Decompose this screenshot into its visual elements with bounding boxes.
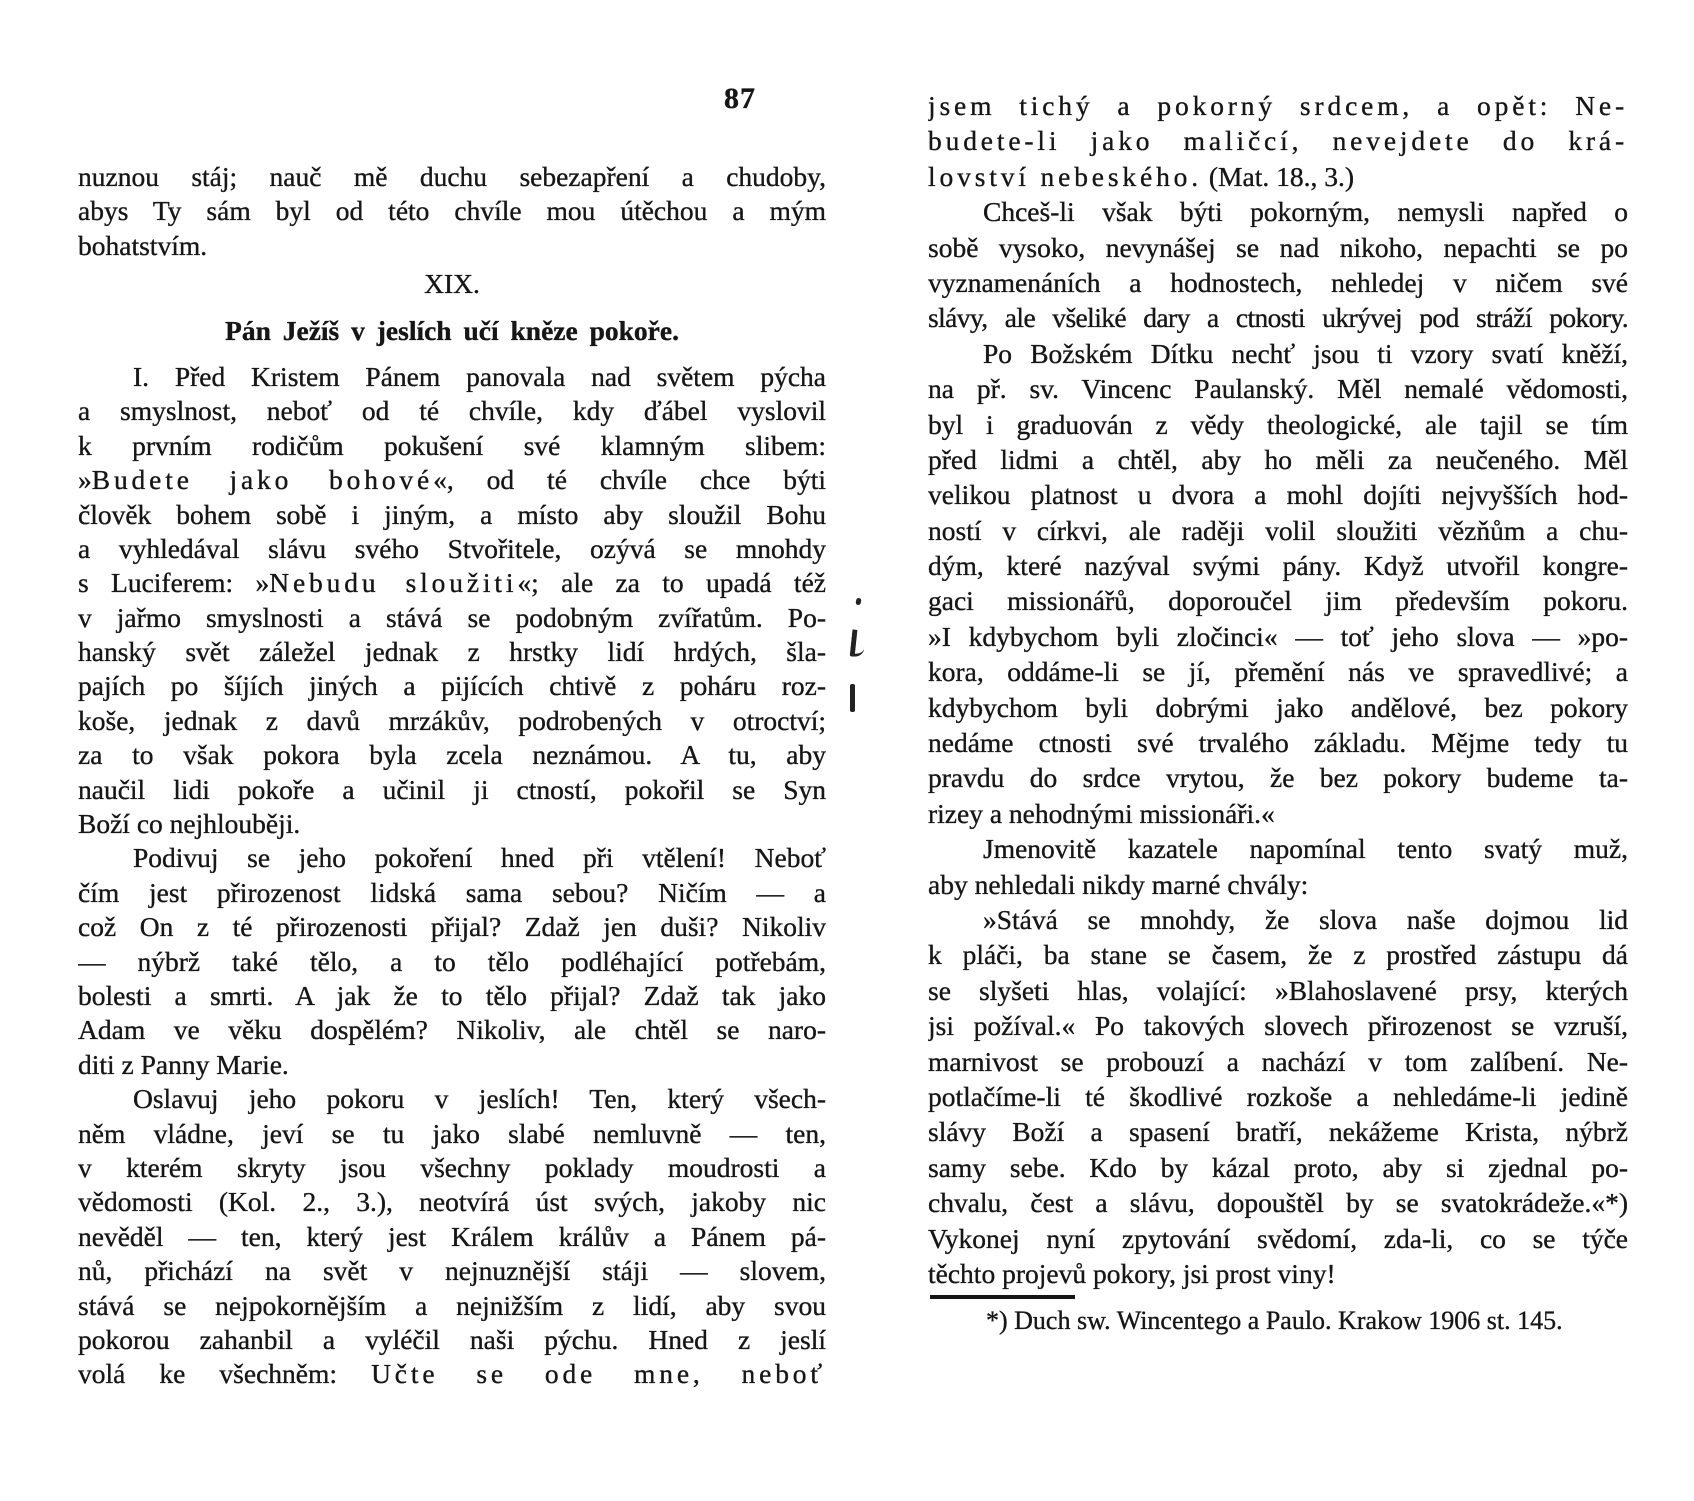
text-line — [928, 477, 1628, 512]
text-line — [78, 910, 826, 944]
text-line — [78, 1220, 826, 1254]
text-segment: slávy, ale všeliké dary a ctnosti ukrývej pod stráží pokory. — [928, 302, 1628, 334]
text-line — [78, 160, 826, 194]
text-segment: koše, jednak z davů mrzákův, podrobených v otroctví; — [78, 704, 826, 736]
text-line — [78, 1185, 826, 1219]
footnote-rule — [930, 1295, 1075, 1299]
text-segment: — nýbrž také tělo, a to tělo podléhající potřebám, — [78, 945, 826, 977]
text-line — [928, 159, 1628, 194]
text-segment: volá ke všechněm: — [78, 1358, 372, 1390]
text-line — [78, 498, 826, 532]
ink-smudge — [850, 684, 855, 712]
page-number: 87 — [724, 82, 756, 115]
text-segment: k prvním rodičům pokušení své klamným slibem: — [78, 429, 826, 461]
letterspaced-text: lovství nebeského. — [928, 160, 1202, 192]
text-line — [78, 635, 826, 669]
text-segment: hanský svět záležel jednak z hrstky lidí hrdých, šla- — [78, 636, 826, 668]
text-segment: abys Ty sám byl od této chvíle mou útěchou a mým — [78, 195, 826, 227]
letterspaced-text: budete-li jako maličcí, nevejdete do krá- — [928, 125, 1628, 157]
text-segment: pravdu do srdce vrytou, že bez pokory budeme ta- — [928, 762, 1628, 794]
text-line — [78, 669, 826, 703]
text-segment: na př. sv. Vincenc Paulanský. Měl nemalé vědomosti, — [928, 373, 1628, 405]
text-segment: nedáme ctnosti své trvalého základu. Mějme tedy tu — [928, 727, 1628, 759]
text-segment: těchto projevů pokory, jsi prost viny! — [928, 1257, 1336, 1289]
text-segment: samy sebe. Kdo by kázal proto, aby si zjednal po- — [928, 1151, 1628, 1183]
text-segment: Vykonej nyní zpytování svědomí, zda-li, co se týče — [928, 1222, 1628, 1254]
text-segment: Jmenovitě kazatele napomínal tento svatý muž, — [983, 833, 1628, 865]
text-line — [928, 300, 1628, 335]
text-line — [928, 902, 1628, 937]
text-segment: a smyslnost, neboť od té chvíle, kdy ďábel vyslovil — [78, 395, 826, 427]
text-line — [928, 1114, 1628, 1149]
ink-smudge — [850, 629, 867, 657]
text-line — [78, 394, 826, 428]
text-line — [78, 194, 826, 228]
text-line — [78, 532, 826, 566]
text-segment: jsi požíval.« Po takových slovech přirozenost se vzruší, — [928, 1010, 1628, 1042]
text-segment: ností v církvi, ale raději volil sloužiti vězňům a chu- — [928, 514, 1628, 546]
text-segment: v jařmo smyslnosti a stává se podobným zvířatům. Po- — [78, 601, 826, 633]
text-segment: nuznou stáj; nauč mě duchu sebezapření a chudoby, — [78, 161, 826, 192]
text-line — [928, 937, 1628, 972]
right-column-lines — [928, 88, 1628, 1291]
letterspaced-text: Budete jako bohové — [91, 464, 434, 496]
text-line — [78, 876, 826, 910]
text-segment: k pláči, ba stane se časem, že z prostřed zástupu dá — [928, 939, 1628, 971]
text-line — [928, 407, 1628, 442]
text-segment: velikou platnost u dvora a mohl dojíti nejvyšších hod- — [928, 479, 1628, 511]
text-segment: za to však pokora byla zcela neznámou. A tu, aby — [78, 739, 826, 771]
text-segment: »I kdybychom byli zločinci« — toť jeho slova — »po- — [928, 620, 1628, 652]
text-line — [928, 796, 1628, 831]
footnote: *) Duch sw. Wincentego a Paulo. Krakow 1906 st. 145. — [986, 1306, 1563, 1336]
text-segment: v kterém skryty jsou všechny poklady moudrosti a — [78, 1151, 826, 1183]
text-line — [78, 841, 826, 875]
text-line — [78, 1289, 826, 1323]
text-segment: vědomosti (Kol. 2., 3.), neotvírá úst svých, jakoby nic — [78, 1186, 826, 1218]
text-line — [78, 360, 826, 394]
text-line — [928, 973, 1628, 1008]
text-segment: kora, oddáme-li se jí, přemění nás ve spravedlivé; a — [928, 656, 1628, 688]
text-line — [928, 619, 1628, 654]
text-line — [928, 583, 1628, 618]
text-segment: nů, přichází na svět v nejnuznější stáji — slovem, — [78, 1255, 826, 1287]
text-segment: což On z té přirozenosti přijal? Zdaž jen duši? Nikoliv — [78, 911, 826, 943]
text-segment: Boží co nejhlouběji. — [78, 808, 301, 840]
text-segment: pajích po šíjích jiných a pijících chtivě z poháru roz- — [78, 670, 826, 702]
text-segment: Podivuj se jeho pokoření hned při vtělení! Neboť — [133, 842, 826, 874]
text-line — [78, 1323, 826, 1357]
text-segment: něm vládne, jeví se tu jako slabé nemluvně — ten, — [78, 1117, 826, 1149]
text-segment: čím jest přirozenost lidská sama sebou? Ničím — a — [78, 876, 826, 908]
text-line — [928, 867, 1628, 902]
text-segment: naučil lidi pokoře a učinil ji ctností, pokořil se Syn — [78, 773, 826, 805]
text-line — [928, 194, 1628, 229]
text-segment: Pán Ježíš v jeslích učí kněze pokoře. — [225, 314, 679, 346]
left-page-text-column — [78, 160, 826, 1392]
text-line — [78, 1357, 826, 1391]
text-segment: rizey a nehodnými missionáři.« — [928, 797, 1275, 829]
text-segment: člověk bohem sobě i jiným, a místo aby sloužil Bohu — [78, 498, 826, 530]
text-line — [78, 429, 826, 463]
text-segment: gaci missionářů, doporoučel jim především pokoru. — [928, 585, 1628, 617]
text-line — [928, 690, 1628, 725]
text-line — [928, 442, 1628, 477]
text-segment: se slyšeti hlas, volající: »Blahoslavené prsy, kterých — [928, 974, 1628, 1006]
text-segment: diti z Panny Marie. — [78, 1048, 289, 1080]
text-line — [78, 1117, 826, 1151]
text-line — [928, 513, 1628, 548]
text-line — [928, 230, 1628, 265]
text-line — [928, 371, 1628, 406]
text-line — [78, 463, 826, 497]
text-line — [928, 548, 1628, 583]
text-line — [78, 566, 826, 600]
letterspaced-text: Učte se ode mne, neboť — [371, 1358, 826, 1390]
text-segment: «, od té chvíle chce býti — [433, 464, 826, 496]
text-line — [928, 265, 1628, 300]
text-line — [928, 1079, 1628, 1114]
text-line — [78, 1254, 826, 1288]
text-segment: slávy Boží a spasení bratří, nekážeme Krista, nýbrž — [928, 1116, 1628, 1148]
text-line — [928, 1008, 1628, 1043]
text-segment: (Mat. 18., 3.) — [1202, 160, 1354, 192]
text-segment: kdybychom byli dobrými jako andělové, bez pokory — [928, 691, 1628, 723]
text-line — [78, 704, 826, 738]
text-segment: Chceš-li však býti pokorným, nemysli napřed o — [983, 196, 1628, 228]
text-segment: s Luciferem: » — [78, 567, 270, 599]
text-line — [78, 979, 826, 1013]
text-segment: pokorou zahanbil a vyléčil naši pýchu. Hned z jeslí — [78, 1323, 826, 1355]
text-segment: I. Před Kristem Pánem panovala nad světem pýcha — [133, 360, 826, 392]
text-segment: Adam ve věku dospělém? Nikoliv, ale chtěl se naro- — [78, 1014, 826, 1046]
right-page-text-column — [928, 88, 1628, 1336]
letterspaced-text: Nebudu sloužiti — [269, 567, 518, 599]
text-line — [78, 1013, 826, 1047]
chapter-number — [78, 267, 826, 301]
text-segment: XIX. — [424, 268, 480, 300]
text-segment: byl i graduován z vědy theologické, ale tajil se tím — [928, 408, 1628, 440]
text-line — [78, 229, 826, 263]
text-line — [928, 831, 1628, 866]
text-line — [928, 1150, 1628, 1185]
text-segment: » — [78, 464, 92, 496]
text-line — [928, 760, 1628, 795]
text-segment: stává se nejpokornějším a nejnižším z lidí, aby svou — [78, 1289, 826, 1321]
chapter-title — [78, 314, 826, 348]
text-line — [78, 1082, 826, 1116]
text-segment: nevěděl — ten, který jest Králem králův a Pánem pá- — [78, 1220, 826, 1252]
text-line — [78, 807, 826, 841]
text-line — [928, 1256, 1628, 1291]
text-line — [928, 1221, 1628, 1256]
text-line — [78, 773, 826, 807]
text-line — [928, 336, 1628, 371]
text-segment: Oslavuj jeho pokoru v jeslích! Ten, který všech- — [133, 1083, 826, 1115]
text-segment: marnivost se probouzí a nachází v tom zalíbení. Ne- — [928, 1045, 1628, 1077]
text-line — [928, 1185, 1628, 1220]
text-line — [928, 725, 1628, 760]
letterspaced-text: jsem tichý a pokorný srdcem, a opět: Ne- — [928, 90, 1628, 121]
text-line — [78, 945, 826, 979]
text-segment: chvalu, čest a slávu, dopouštěl by se svatokrádeže.«*) — [928, 1187, 1628, 1219]
text-line — [928, 88, 1628, 123]
text-line — [78, 738, 826, 772]
text-segment: před lidmi a chtěl, aby ho měli za neučeného. Měl — [928, 443, 1628, 475]
text-line — [928, 654, 1628, 689]
text-segment: aby nehledali nikdy marné chvály: — [928, 868, 1309, 900]
text-segment: Po Božském Dítku nechť jsou ti vzory svatí kněží, — [983, 337, 1628, 369]
text-segment: potlačíme-li té škodlivé rozkoše a nehledáme-li jedině — [928, 1080, 1628, 1112]
text-segment: bohatstvím. — [78, 229, 208, 261]
text-segment: a vyhledával slávu svého Stvořitele, ozývá se mnohdy — [78, 532, 826, 564]
text-line — [78, 601, 826, 635]
ink-smudge — [855, 598, 861, 606]
text-segment: sobě vysoko, nevynášej se nad nikoho, nepachti se po — [928, 231, 1628, 263]
text-line — [78, 1048, 826, 1082]
text-segment: vyznamenáních a hodnostech, nehledej v ničem své — [928, 266, 1628, 298]
text-segment: dým, které nazýval svými pány. Když utvořil kongre- — [928, 550, 1628, 582]
text-segment: bolesti a smrti. A jak že to tělo přijal? Zdaž tak jako — [78, 979, 826, 1011]
text-segment: «; ale za to upadá též — [517, 567, 826, 599]
text-line — [928, 123, 1628, 158]
text-line — [78, 1151, 826, 1185]
text-line — [928, 1044, 1628, 1079]
text-segment: »Stává se mnohdy, že slova naše dojmou lid — [983, 903, 1628, 935]
